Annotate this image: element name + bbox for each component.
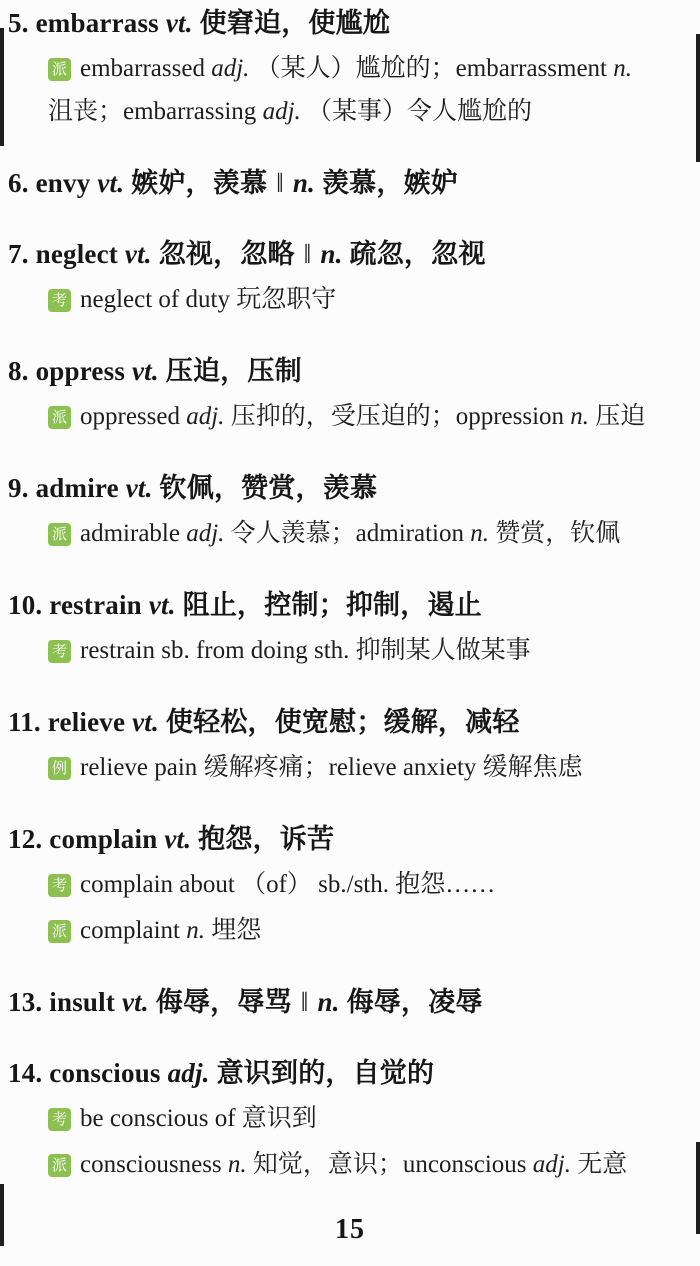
page-edge-mark-top-right <box>696 34 700 162</box>
derivative-badge: 派 <box>48 1154 71 1177</box>
exam-point-badge: 考 <box>48 1108 71 1131</box>
sub-entry <box>8 751 698 785</box>
sub-entry-line <box>8 751 698 785</box>
english-text: embarrassed <box>80 55 212 82</box>
vocab-entry <box>8 6 698 129</box>
page-edge-mark-top-left <box>0 28 4 146</box>
page-edge-mark-bottom-left <box>0 1184 4 1246</box>
entry-headline <box>8 588 698 622</box>
chinese-gloss: （某事）令人尴尬的 <box>307 98 533 125</box>
entry-headword: 13. insult <box>8 987 122 1017</box>
chinese-gloss: 沮丧； <box>48 98 124 125</box>
sub-entry <box>8 52 698 129</box>
english-text: embarrassment <box>455 55 614 82</box>
chinese-definition: 羡慕，嫉妒 <box>321 168 458 198</box>
chinese-definition: 使轻松，使宽慰；缓解，减轻 <box>165 707 520 737</box>
part-of-speech: n. <box>470 520 496 547</box>
part-of-speech: adj. <box>532 1151 578 1178</box>
sub-entry-line <box>8 52 698 86</box>
sub-entry-line <box>8 283 698 317</box>
part-of-speech: vt. <box>165 8 200 38</box>
entry-headline <box>8 705 698 739</box>
entry-headword: 11. relieve <box>8 707 133 737</box>
example-badge: 例 <box>48 757 71 780</box>
part-of-speech: n. <box>613 55 633 82</box>
part-of-speech: vt. <box>148 590 183 620</box>
part-of-speech: n. <box>186 917 212 944</box>
english-text: relieve anxiety <box>328 754 483 781</box>
entry-headword: 12. complain <box>8 824 165 854</box>
sub-entry <box>8 400 698 434</box>
sub-entry-line <box>8 868 698 902</box>
part-of-speech: vt. <box>97 168 132 198</box>
part-of-speech: vt. <box>125 473 160 503</box>
sub-entry <box>8 634 698 668</box>
part-of-speech: adj. <box>186 403 231 430</box>
chinese-definition: 忽视，忽略 <box>158 239 295 269</box>
chinese-definition: 侮辱，凌辱 <box>346 987 483 1017</box>
sub-entry <box>8 914 698 948</box>
sub-entry <box>8 283 698 317</box>
vocab-entry <box>8 985 698 1019</box>
part-of-speech: vt. <box>132 707 166 737</box>
chinese-gloss: 玩忽职守 <box>236 286 337 313</box>
chinese-gloss: 压抑的，受压迫的； <box>230 403 456 430</box>
chinese-definition: 钦佩，赞赏，羡慕 <box>159 473 378 503</box>
page-footer <box>0 1214 700 1246</box>
chinese-definition: 使窘迫，使尴尬 <box>199 8 391 38</box>
chinese-gloss: 令人羡慕； <box>230 520 356 547</box>
vocab-entry <box>8 822 698 948</box>
vocab-entry <box>8 354 698 434</box>
chinese-gloss: 赞赏，钦佩 <box>495 520 621 547</box>
sub-entry <box>8 1148 698 1182</box>
entry-headline <box>8 1056 698 1090</box>
vocab-entry <box>8 1056 698 1182</box>
chinese-gloss: 无意 <box>577 1151 628 1178</box>
entry-headword: 14. conscious <box>8 1058 168 1088</box>
derivative-badge: 派 <box>48 58 71 81</box>
english-text: be conscious of <box>80 1105 242 1132</box>
english-text: complaint <box>80 917 187 944</box>
chinese-definition: 压迫，压制 <box>165 356 302 386</box>
exam-point-badge: 考 <box>48 289 71 312</box>
chinese-gloss: 意识到 <box>241 1105 317 1132</box>
sub-entry-line <box>8 914 698 948</box>
english-text: admiration <box>355 520 471 547</box>
chinese-definition: 抱怨，诉苦 <box>198 824 335 854</box>
part-of-speech: adj. <box>262 98 308 125</box>
vocab-entry <box>8 166 698 200</box>
sub-entry-continuation <box>8 95 698 129</box>
chinese-definition: 意识到的，自觉的 <box>216 1058 435 1088</box>
part-of-speech: vt. <box>124 239 159 269</box>
chinese-gloss: 埋怨 <box>211 917 262 944</box>
sub-entry-line <box>8 1102 698 1136</box>
chinese-definition: 疏忽，忽视 <box>349 239 486 269</box>
vocab-entry <box>8 588 698 668</box>
part-of-speech: vt. <box>121 987 156 1017</box>
entry-headword: 9. admire <box>8 473 126 503</box>
entry-list <box>8 6 698 1182</box>
part-of-speech: adj. <box>186 520 231 547</box>
english-text: oppressed <box>80 403 187 430</box>
english-text: complain about （of） sb./sth. <box>80 871 396 898</box>
chinese-definition: 侮辱，辱骂 <box>155 987 292 1017</box>
chinese-gloss: 压迫 <box>595 403 646 430</box>
part-of-speech: n. <box>320 239 350 269</box>
part-of-speech: adj. <box>167 1058 217 1088</box>
sub-entry <box>8 868 698 902</box>
entry-headline <box>8 822 698 856</box>
english-text: relieve pain <box>80 754 204 781</box>
page-edge-mark-bottom-right <box>696 1142 700 1234</box>
entry-headword: 6. envy <box>8 168 98 198</box>
english-text: consciousness <box>80 1151 228 1178</box>
english-text: admirable <box>80 520 187 547</box>
entry-headword: 7. neglect <box>8 239 125 269</box>
entry-headline <box>8 471 698 505</box>
english-text: restrain sb. from doing sth. <box>80 637 356 664</box>
sub-entry-line <box>8 1148 698 1182</box>
entry-headline <box>8 354 698 388</box>
vocab-entry <box>8 237 698 317</box>
sub-entry <box>8 1102 698 1136</box>
entry-headline <box>8 6 698 40</box>
vocab-entry <box>8 471 698 551</box>
part-of-speech: n. <box>570 403 596 430</box>
sense-separator: ‖ <box>269 168 291 198</box>
chinese-gloss: 知觉，意识； <box>252 1151 403 1178</box>
chinese-gloss: （某人）尴尬的； <box>255 55 456 82</box>
english-text: unconscious <box>402 1151 533 1178</box>
sub-entry <box>8 517 698 551</box>
part-of-speech: adj. <box>211 55 256 82</box>
chinese-gloss: 抑制某人做某事 <box>355 637 531 664</box>
entry-headline <box>8 237 698 271</box>
chinese-gloss: 缓解疼痛； <box>203 754 329 781</box>
sense-separator: ‖ <box>293 987 316 1017</box>
sub-entry-line <box>8 400 698 434</box>
derivative-badge: 派 <box>48 523 71 546</box>
page-number: 15 <box>335 1214 365 1245</box>
part-of-speech: n. <box>292 168 322 198</box>
english-text: neglect of duty <box>80 286 237 313</box>
vocab-entry <box>8 705 698 785</box>
chinese-definition: 嫉妒，羡慕 <box>131 168 268 198</box>
english-text: oppression <box>455 403 571 430</box>
part-of-speech: vt. <box>164 824 199 854</box>
entry-headline <box>8 166 698 200</box>
sense-separator: ‖ <box>296 239 319 269</box>
part-of-speech: n. <box>227 1151 253 1178</box>
part-of-speech: vt. <box>131 356 166 386</box>
exam-point-badge: 考 <box>48 874 71 897</box>
chinese-gloss: 抱怨…… <box>395 871 496 898</box>
derivative-badge: 派 <box>48 920 71 943</box>
derivative-badge: 派 <box>48 406 71 429</box>
entry-headline <box>8 985 698 1019</box>
sub-entry-line <box>8 634 698 668</box>
chinese-gloss: 缓解焦虑 <box>482 754 583 781</box>
entry-headword: 5. embarrass <box>8 8 166 38</box>
exam-point-badge: 考 <box>48 640 71 663</box>
entry-headword: 10. restrain <box>8 590 149 620</box>
sub-entry-line <box>8 517 698 551</box>
part-of-speech: n. <box>317 987 347 1017</box>
chinese-definition: 阻止，控制；抑制，遏止 <box>182 590 482 620</box>
entry-headword: 8. oppress <box>8 356 132 386</box>
english-text: embarrassing <box>123 98 263 125</box>
